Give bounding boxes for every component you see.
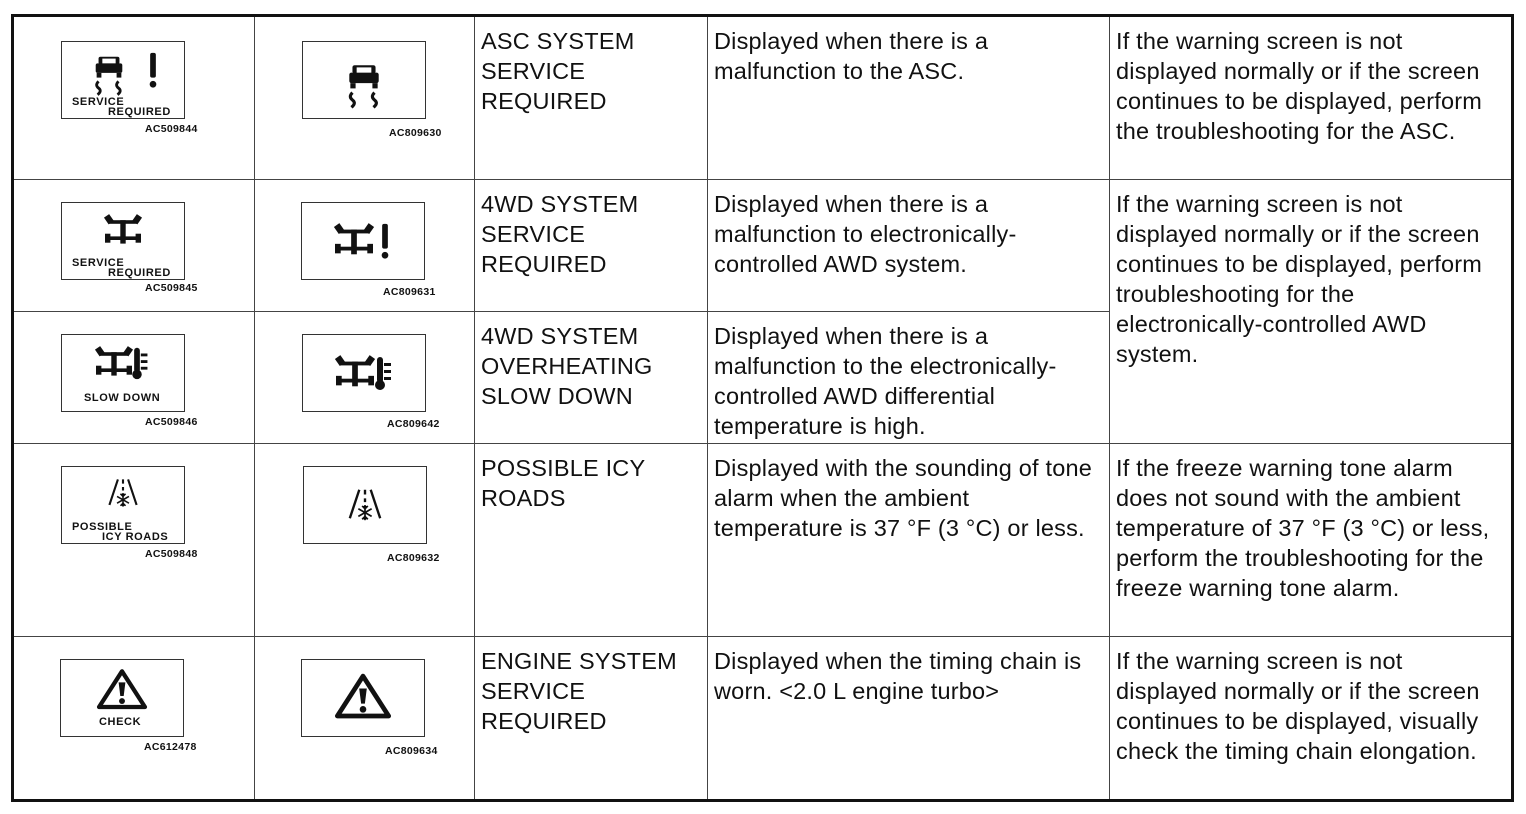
table-row (13, 444, 1513, 637)
old-display-cell (13, 16, 255, 180)
new-display-cell (255, 637, 475, 801)
4wd-drivetrain-thermometer-icon (303, 335, 425, 411)
condition-text: Displayed when there is a malfunction to electronically-controlled AWD system. (714, 191, 1017, 277)
new-display-icon-box (301, 659, 425, 737)
warning-triangle-icon (302, 660, 424, 736)
figure-code: AC509848 (145, 548, 198, 560)
icon-label-line1: CHECK (99, 716, 142, 728)
old-display-cell (13, 637, 255, 801)
table-row (13, 637, 1513, 801)
figure-code: AC509846 (145, 416, 198, 428)
condition-text: Displayed with the sounding of tone alarm when the ambient temperature is 37 °F (3 °C) or less. (714, 455, 1093, 541)
old-display-icon-box (60, 659, 184, 737)
asc-skid-car-icon (303, 42, 425, 118)
new-display-cell (255, 444, 475, 637)
table-row (13, 180, 1513, 312)
icon-label-line2: REQUIRED (108, 267, 171, 279)
remedy-text: If the warning screen is not displayed normally or if the screen continues to be displayed, visually check the timing chain elongation. (1116, 648, 1480, 764)
old-display-cell (13, 180, 255, 312)
new-display-icon-box (302, 334, 426, 412)
old-display-icon-box (61, 41, 185, 119)
figure-code: AC809631 (383, 286, 436, 298)
remedy-text: If the warning screen is not displayed normally or if the screen continues to be displayed, perform troubleshooting for the electronically-controlled AWD system. (1116, 191, 1483, 367)
figure-code: AC612478 (144, 741, 197, 753)
icon-label-line2: REQUIRED (108, 106, 171, 118)
figure-code: AC809632 (387, 552, 440, 564)
message-text: POSSIBLE ICY ROADS (481, 455, 645, 511)
figure-code: AC809630 (389, 127, 442, 139)
new-display-icon-box (302, 41, 426, 119)
old-display-cell (13, 312, 255, 444)
message-text: ENGINE SYSTEM SERVICE REQUIRED (481, 648, 677, 734)
old-display-icon-box (61, 334, 185, 412)
icy-road-snowflake-icon (304, 467, 426, 543)
4wd-drivetrain-exclamation-icon (302, 203, 424, 279)
table-row (13, 16, 1513, 180)
icon-label-line1: SERVICE (72, 96, 125, 108)
figure-code: AC809642 (387, 418, 440, 430)
icon-label-line1: SLOW DOWN (84, 392, 161, 404)
message-text: 4WD SYSTEM OVERHEATING SLOW DOWN (481, 323, 653, 409)
icon-label-line2: ICY ROADS (102, 531, 169, 543)
new-display-icon-box (301, 202, 425, 280)
new-display-cell (255, 16, 475, 180)
message-text: ASC SYSTEM SERVICE REQUIRED (481, 28, 635, 114)
condition-text: Displayed when the timing chain is worn. <2.0 L engine turbo> (714, 648, 1082, 704)
figure-code: AC509845 (145, 282, 198, 294)
old-display-cell (13, 444, 255, 637)
condition-text: Displayed when there is a malfunction to the electronically-controlled AWD differential temperature is high. (714, 323, 1057, 439)
new-display-icon-box (303, 466, 427, 544)
figure-code: AC509844 (145, 123, 198, 135)
remedy-text: If the warning screen is not displayed normally or if the screen continues to be displayed, perform the troubleshooting for the ASC. (1116, 28, 1483, 144)
old-display-icon-box (61, 202, 185, 280)
new-display-cell (255, 312, 475, 444)
condition-text: Displayed when there is a malfunction to the ASC. (714, 28, 989, 84)
warning-message-table (11, 14, 1514, 802)
icon-label-line1: POSSIBLE (72, 521, 133, 533)
message-text: 4WD SYSTEM SERVICE REQUIRED (481, 191, 639, 277)
figure-code: AC809634 (385, 745, 438, 757)
new-display-cell (255, 180, 475, 312)
icon-label-line1: SERVICE (72, 257, 125, 269)
remedy-text: If the freeze warning tone alarm does not sound with the ambient temperature of 37 °F (3 °C) or less, perform the troubleshooting for the freeze warning tone alarm. (1116, 455, 1490, 601)
old-display-icon-box (61, 466, 185, 544)
